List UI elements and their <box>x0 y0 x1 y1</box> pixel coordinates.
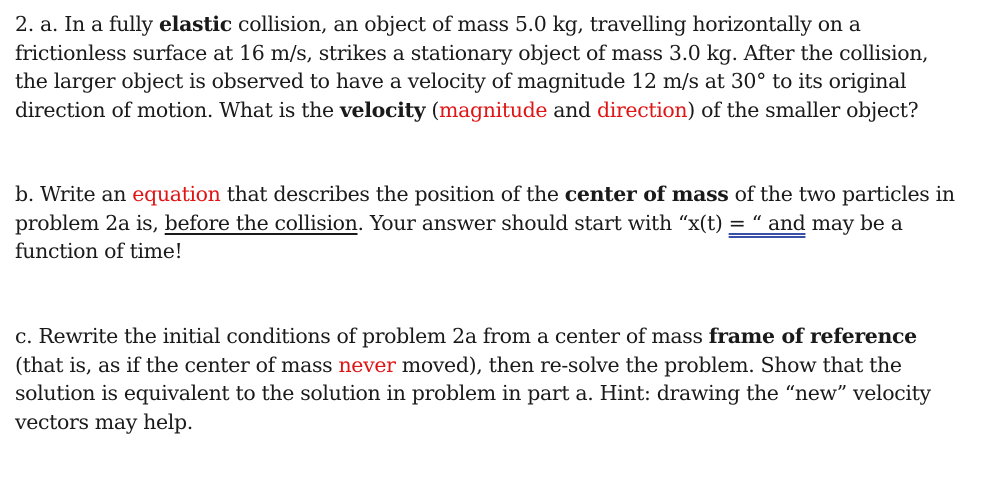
keyword-frame-of-reference: frame of reference <box>708 324 917 348</box>
problem-2b-text-5: may be a function of time! <box>15 210 903 263</box>
underlined-before-the-collision: before the collision <box>164 210 358 235</box>
problem-2b-text-3: of the two particles in problem 2a is, <box>15 182 955 235</box>
keyword-magnitude: magnitude <box>439 97 548 122</box>
problem-2c-text-2: (that is, as if the center of mass <box>15 352 339 377</box>
problem-2a-text-1: 2. a. In a fully <box>15 12 159 36</box>
keyword-elastic: elastic <box>158 12 232 36</box>
problem-2c <box>15 322 965 436</box>
problem-2c-text-1: c. Rewrite the initial conditions of problem 2a from a center of mass <box>15 324 709 348</box>
problem-2b <box>15 180 965 266</box>
problem-2b-text-4: . Your answer should start with “x(t) <box>357 210 729 235</box>
problem-2a-text-3: ( <box>425 97 440 122</box>
problem-2a-text-4: and <box>547 97 597 122</box>
problem-2c-text-3: moved), then re-solve the problem. Show that the solution is equivalent to the solution in problem in part a. Hint: drawing the “new” velocity vectors may help. <box>15 352 931 434</box>
problem-2a <box>15 10 965 124</box>
problem-2b-text-1: b. Write an <box>15 182 133 206</box>
keyword-direction: direction <box>596 97 688 122</box>
double-underlined-and: = “ and <box>728 210 806 235</box>
problem-2a-text-5: ) of the smaller object? <box>687 97 919 122</box>
keyword-center-of-mass: center of mass <box>564 182 729 206</box>
keyword-velocity: velocity <box>339 97 426 122</box>
keyword-equation: equation <box>132 182 221 206</box>
keyword-never: never <box>338 352 396 377</box>
problem-2b-text-2: that describes the position of the <box>220 182 565 206</box>
problem-2a-text-2: collision, an object of mass 5.0 kg, travelling horizontally on a frictionless surface at 16 m/s, strikes a stationary object of mass 3.0 kg. After the collision, the larger object is observed to have a velocity of magnitude 12 m/s at 30° to its original direction of motion. What is the <box>15 12 929 122</box>
